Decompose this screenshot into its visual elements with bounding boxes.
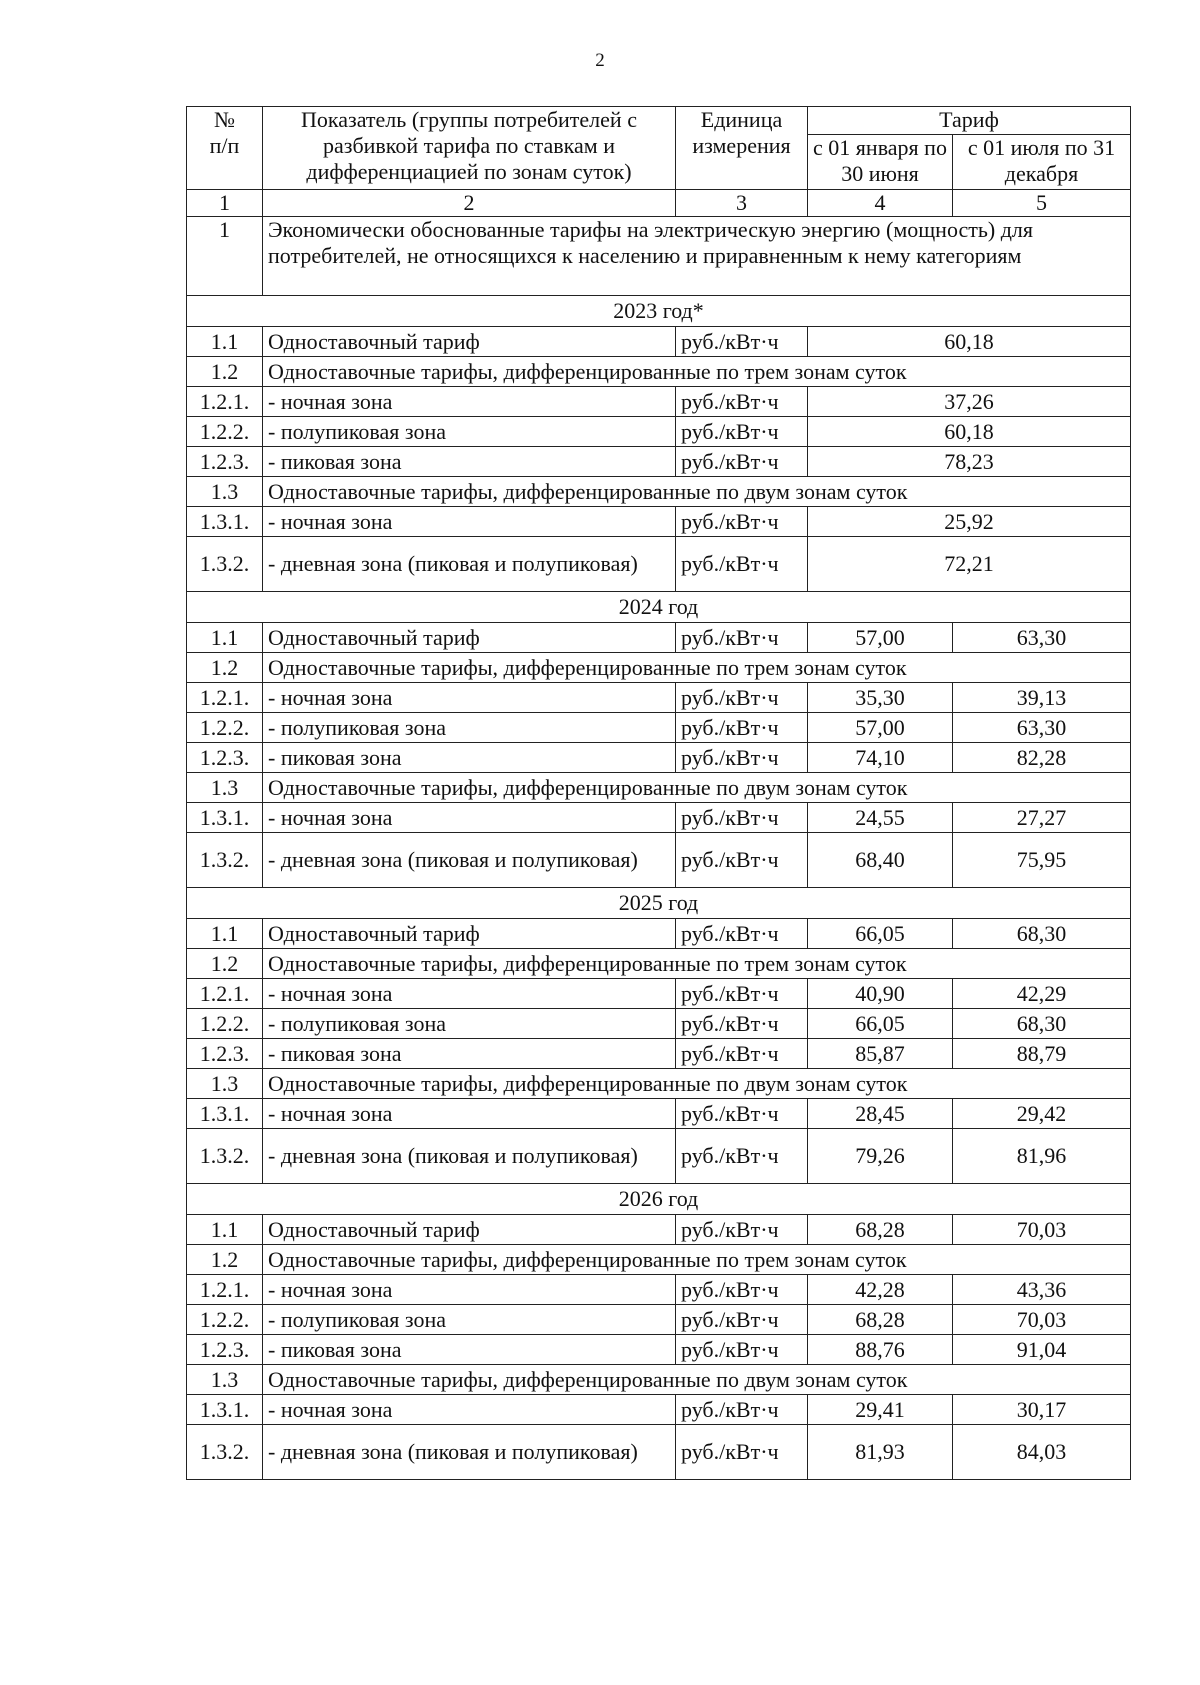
header-index-5: 5: [953, 190, 1131, 217]
row-num: 1.3: [187, 1365, 263, 1395]
tariff-value-h1: 40,90: [808, 979, 953, 1009]
row-indicator: - полупиковая зона: [263, 1305, 676, 1335]
section-row: [187, 1365, 1131, 1395]
row-indicator: - ночная зона: [263, 387, 676, 417]
tariff-value-h1: 42,28: [808, 1275, 953, 1305]
section-row: [187, 653, 1131, 683]
tariff-value-h1: 35,30: [808, 683, 953, 713]
table-row: [187, 1215, 1131, 1245]
tariff-value-h2: 82,28: [953, 743, 1131, 773]
header-col-period1: с 01 января по 30 июня: [808, 135, 953, 190]
year-label: 2023 год*: [187, 296, 1131, 327]
tariff-value-h2: 30,17: [953, 1395, 1131, 1425]
tariff-value-h2: 84,03: [953, 1425, 1131, 1480]
tariff-value-h2: 43,36: [953, 1275, 1131, 1305]
table-row: [187, 447, 1131, 477]
row-unit: руб./кВт·ч: [676, 447, 808, 477]
row-num: 1.3.2.: [187, 537, 263, 592]
tariff-value-h2: 70,03: [953, 1305, 1131, 1335]
header-col-period2: с 01 июля по 31 декабря: [953, 135, 1131, 190]
year-row: [187, 888, 1131, 919]
row-num: 1.3.1.: [187, 1395, 263, 1425]
tariff-value: 60,18: [808, 417, 1131, 447]
table-row: [187, 1129, 1131, 1184]
tariff-value: 25,92: [808, 507, 1131, 537]
row-indicator: Одноставочный тариф: [263, 919, 676, 949]
tariff-value-h1: 79,26: [808, 1129, 953, 1184]
row-num: 1.2.1.: [187, 683, 263, 713]
row-num: 1.2: [187, 653, 263, 683]
tariff-value-h2: 42,29: [953, 979, 1131, 1009]
section-row: [187, 773, 1131, 803]
row-num: 1.1: [187, 1215, 263, 1245]
tariff-value-h2: 68,30: [953, 919, 1131, 949]
tariff-value-h1: 28,45: [808, 1099, 953, 1129]
row-num: 1.3.1.: [187, 1099, 263, 1129]
row-indicator: - пиковая зона: [263, 1335, 676, 1365]
tariff-value-h2: 70,03: [953, 1215, 1131, 1245]
year-label: 2025 год: [187, 888, 1131, 919]
section-title: Одноставочные тарифы, дифференцированные по двум зонам суток: [263, 477, 1131, 507]
row-unit: руб./кВт·ч: [676, 537, 808, 592]
year-label: 2024 год: [187, 592, 1131, 623]
tariff-value-h1: 66,05: [808, 1009, 953, 1039]
intro-text: Экономически обоснованные тарифы на электрическую энергию (мощность) для потребителей, не относящихся к населению и приравненным к нему категориям: [263, 217, 1131, 296]
page-number: 2: [595, 50, 605, 71]
row-num: 1.2.2.: [187, 417, 263, 447]
year-row: [187, 1184, 1131, 1215]
row-unit: руб./кВт·ч: [676, 1305, 808, 1335]
section-title: Одноставочные тарифы, дифференцированные по двум зонам суток: [263, 1365, 1131, 1395]
header-col-unit: Единица измерения: [676, 107, 808, 190]
table-row: [187, 1395, 1131, 1425]
tariff-value-h1: 68,28: [808, 1305, 953, 1335]
tariff-value-h1: 68,28: [808, 1215, 953, 1245]
row-indicator: - ночная зона: [263, 1099, 676, 1129]
row-num: 1.2.3.: [187, 1039, 263, 1069]
tariff-value-h2: 88,79: [953, 1039, 1131, 1069]
tariff-value-h1: 66,05: [808, 919, 953, 949]
table-row: [187, 387, 1131, 417]
row-unit: руб./кВт·ч: [676, 919, 808, 949]
row-indicator: - ночная зона: [263, 979, 676, 1009]
row-indicator: - дневная зона (пиковая и полупиковая): [263, 833, 676, 888]
row-indicator: - полупиковая зона: [263, 417, 676, 447]
table-row: [187, 507, 1131, 537]
row-unit: руб./кВт·ч: [676, 1215, 808, 1245]
table-row: [187, 743, 1131, 773]
section-title: Одноставочные тарифы, дифференцированные по трем зонам суток: [263, 653, 1131, 683]
tariff-value-h2: 63,30: [953, 623, 1131, 653]
tariff-table: [186, 106, 1131, 1480]
section-row: [187, 477, 1131, 507]
row-indicator: - ночная зона: [263, 507, 676, 537]
tariff-value: 37,26: [808, 387, 1131, 417]
row-unit: руб./кВт·ч: [676, 1099, 808, 1129]
row-num: 1.1: [187, 919, 263, 949]
section-row: [187, 949, 1131, 979]
row-unit: руб./кВт·ч: [676, 417, 808, 447]
tariff-value-h1: 29,41: [808, 1395, 953, 1425]
row-unit: руб./кВт·ч: [676, 803, 808, 833]
tariff-value-h1: 74,10: [808, 743, 953, 773]
row-num: 1.3.1.: [187, 803, 263, 833]
row-num: 1.2.3.: [187, 1335, 263, 1365]
row-num: 1.3: [187, 477, 263, 507]
table-row: [187, 537, 1131, 592]
tariff-value-h2: 91,04: [953, 1335, 1131, 1365]
tariff-value-h1: 85,87: [808, 1039, 953, 1069]
tariff-value: 78,23: [808, 447, 1131, 477]
row-num: 1.3: [187, 773, 263, 803]
tariff-value-h2: 68,30: [953, 1009, 1131, 1039]
tariff-value: 60,18: [808, 327, 1131, 357]
row-unit: руб./кВт·ч: [676, 1335, 808, 1365]
row-unit: руб./кВт·ч: [676, 1039, 808, 1069]
row-unit: руб./кВт·ч: [676, 1425, 808, 1480]
row-num: 1.3.1.: [187, 507, 263, 537]
row-unit: руб./кВт·ч: [676, 507, 808, 537]
tariff-value: 72,21: [808, 537, 1131, 592]
row-unit: руб./кВт·ч: [676, 833, 808, 888]
row-indicator: - ночная зона: [263, 803, 676, 833]
table-row: [187, 417, 1131, 447]
tariff-value-h2: 75,95: [953, 833, 1131, 888]
row-num: 1.2: [187, 357, 263, 387]
table-row: [187, 1425, 1131, 1480]
section-row: [187, 1245, 1131, 1275]
table-row: [187, 1305, 1131, 1335]
row-num: 1.2.1.: [187, 1275, 263, 1305]
row-num: 1.2: [187, 1245, 263, 1275]
row-indicator: Одноставочный тариф: [263, 327, 676, 357]
row-unit: руб./кВт·ч: [676, 387, 808, 417]
header-index-4: 4: [808, 190, 953, 217]
row-num: 1.3.2.: [187, 1425, 263, 1480]
row-unit: руб./кВт·ч: [676, 1129, 808, 1184]
row-num: 1.2.1.: [187, 979, 263, 1009]
header-col-tariff: Тариф: [808, 107, 1131, 135]
tariff-value-h1: 81,93: [808, 1425, 953, 1480]
table-row: [187, 713, 1131, 743]
row-unit: руб./кВт·ч: [676, 713, 808, 743]
row-indicator: - дневная зона (пиковая и полупиковая): [263, 1425, 676, 1480]
table-row: [187, 1039, 1131, 1069]
row-num: 1.2: [187, 949, 263, 979]
row-unit: руб./кВт·ч: [676, 1009, 808, 1039]
tariff-value-h2: 29,42: [953, 1099, 1131, 1129]
row-num: 1.1: [187, 623, 263, 653]
tariff-value-h1: 68,40: [808, 833, 953, 888]
table-row: [187, 833, 1131, 888]
row-indicator: - ночная зона: [263, 1275, 676, 1305]
row-indicator: Одноставочный тариф: [263, 623, 676, 653]
section-title: Одноставочные тарифы, дифференцированные по трем зонам суток: [263, 949, 1131, 979]
tariff-value-h1: 57,00: [808, 623, 953, 653]
tariff-value-h2: 63,30: [953, 713, 1131, 743]
row-unit: руб./кВт·ч: [676, 623, 808, 653]
row-num: 1.3.2.: [187, 833, 263, 888]
year-label: 2026 год: [187, 1184, 1131, 1215]
header-col-indicator: Показатель (группы потребителей с разбивкой тарифа по ставкам и дифференциацией по зонам суток): [263, 107, 676, 190]
year-row: [187, 296, 1131, 327]
tariff-value-h2: 27,27: [953, 803, 1131, 833]
row-indicator: - пиковая зона: [263, 1039, 676, 1069]
row-unit: руб./кВт·ч: [676, 327, 808, 357]
section-title: Одноставочные тарифы, дифференцированные по трем зонам суток: [263, 357, 1131, 387]
section-row: [187, 357, 1131, 387]
table-body: [187, 217, 1131, 1480]
table-row: [187, 683, 1131, 713]
table-row: [187, 1099, 1131, 1129]
year-row: [187, 592, 1131, 623]
tariff-value-h1: 57,00: [808, 713, 953, 743]
tariff-value-h1: 88,76: [808, 1335, 953, 1365]
row-indicator: - дневная зона (пиковая и полупиковая): [263, 1129, 676, 1184]
tariff-value-h2: 81,96: [953, 1129, 1131, 1184]
table-row: [187, 979, 1131, 1009]
row-num: 1.1: [187, 327, 263, 357]
header-index-1: 1: [187, 190, 263, 217]
table-row: [187, 623, 1131, 653]
row-indicator: - ночная зона: [263, 683, 676, 713]
row-num: 1.2.3.: [187, 743, 263, 773]
section-title: Одноставочные тарифы, дифференцированные по двум зонам суток: [263, 1069, 1131, 1099]
row-indicator: - ночная зона: [263, 1395, 676, 1425]
section-title: Одноставочные тарифы, дифференцированные по трем зонам суток: [263, 1245, 1131, 1275]
row-indicator: - пиковая зона: [263, 447, 676, 477]
header-index-3: 3: [676, 190, 808, 217]
row-num: 1.3: [187, 1069, 263, 1099]
row-num: 1.2.3.: [187, 447, 263, 477]
section-title: Одноставочные тарифы, дифференцированные по двум зонам суток: [263, 773, 1131, 803]
row-unit: руб./кВт·ч: [676, 979, 808, 1009]
row-indicator: - полупиковая зона: [263, 1009, 676, 1039]
row-indicator: - пиковая зона: [263, 743, 676, 773]
table-row: [187, 1009, 1131, 1039]
table-row: [187, 1335, 1131, 1365]
tariff-value-h1: 24,55: [808, 803, 953, 833]
row-num: 1.2.2.: [187, 713, 263, 743]
table-header: [187, 107, 1131, 217]
row-num: 1.3.2.: [187, 1129, 263, 1184]
row-unit: руб./кВт·ч: [676, 1395, 808, 1425]
row-unit: руб./кВт·ч: [676, 683, 808, 713]
header-index-2: 2: [263, 190, 676, 217]
tariff-value-h2: 39,13: [953, 683, 1131, 713]
row-indicator: - дневная зона (пиковая и полупиковая): [263, 537, 676, 592]
table-row: [187, 1275, 1131, 1305]
intro-num: 1: [187, 217, 263, 296]
header-col-num: № п/п: [187, 107, 263, 190]
table-row: [187, 803, 1131, 833]
row-num: 1.2.1.: [187, 387, 263, 417]
row-indicator: Одноставочный тариф: [263, 1215, 676, 1245]
row-unit: руб./кВт·ч: [676, 743, 808, 773]
row-num: 1.2.2.: [187, 1305, 263, 1335]
row-unit: руб./кВт·ч: [676, 1275, 808, 1305]
table-row: [187, 919, 1131, 949]
table-row: [187, 327, 1131, 357]
row-indicator: - полупиковая зона: [263, 713, 676, 743]
intro-row: [187, 217, 1131, 296]
row-num: 1.2.2.: [187, 1009, 263, 1039]
section-row: [187, 1069, 1131, 1099]
